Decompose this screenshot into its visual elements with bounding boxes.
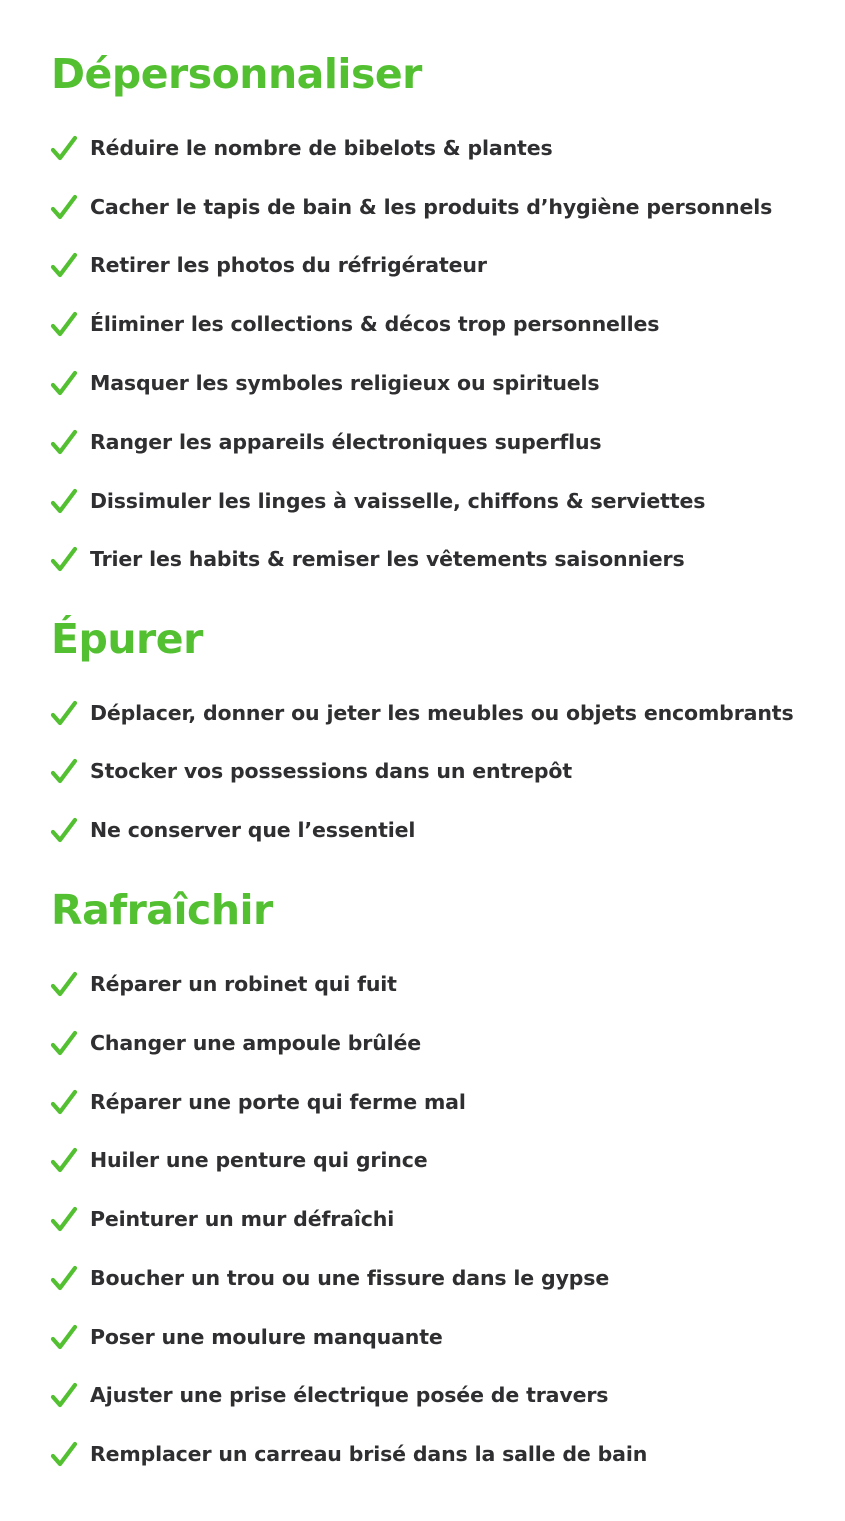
list-item-label: Trier les habits & remiser les vêtements saisonniers <box>90 547 685 571</box>
list-item <box>50 1085 466 1119</box>
list-item <box>50 1026 421 1060</box>
list-item <box>50 1261 609 1295</box>
list-item-label: Poser une moulure manquante <box>90 1325 443 1349</box>
list-item-label: Réparer une porte qui ferme mal <box>90 1090 466 1114</box>
list-item-label: Peinturer un mur défraîchi <box>90 1207 395 1231</box>
list-item <box>50 248 487 282</box>
list-item <box>50 1437 647 1471</box>
checkmark-icon <box>50 969 78 999</box>
checkmark-icon <box>50 1380 78 1410</box>
checkmark-icon <box>50 486 78 516</box>
list-item <box>50 1378 608 1412</box>
list-item <box>50 1320 443 1354</box>
checkmark-icon <box>50 192 78 222</box>
list-item-label: Boucher un trou ou une fissure dans le gypse <box>90 1266 610 1290</box>
checkmark-icon <box>50 309 78 339</box>
list-item-label: Ne conserver que l’essentiel <box>90 818 416 842</box>
checkmark-icon <box>50 1439 78 1469</box>
list-item-label: Changer une ampoule brûlée <box>90 1031 422 1055</box>
section-title-depersonnaliser: Dépersonnaliser <box>51 50 422 98</box>
checkmark-icon <box>50 815 78 845</box>
list-item <box>50 542 685 576</box>
list-item <box>50 813 415 847</box>
list-item <box>50 696 794 730</box>
list-item <box>50 484 705 518</box>
section-title-rafraichir: Rafraîchir <box>51 886 273 934</box>
list-item <box>50 1202 394 1236</box>
list-item-label: Stocker vos possessions dans un entrepôt <box>90 759 572 783</box>
list-item-label: Réduire le nombre de bibelots & plantes <box>90 136 553 160</box>
list-item <box>50 967 397 1001</box>
list-item-label: Remplacer un carreau brisé dans la salle de bain <box>90 1442 648 1466</box>
list-item-label: Réparer un robinet qui fuit <box>90 972 397 996</box>
list-item-label: Dissimuler les linges à vaisselle, chiffons & serviettes <box>90 489 706 513</box>
list-item <box>50 307 659 341</box>
checkmark-icon <box>50 1087 78 1117</box>
checkmark-icon <box>50 1322 78 1352</box>
list-item-label: Cacher le tapis de bain & les produits d’hygiène personnels <box>90 195 773 219</box>
list-item-label: Éliminer les collections & décos trop personnelles <box>90 312 660 336</box>
list-item-label: Huiler une penture qui grince <box>90 1148 428 1172</box>
list-item <box>50 366 599 400</box>
list-item <box>50 131 553 165</box>
list-item-label: Déplacer, donner ou jeter les meubles ou objets encombrants <box>90 701 794 725</box>
checkmark-icon <box>50 133 78 163</box>
section-title-epurer: Épurer <box>51 615 203 663</box>
list-item <box>50 754 572 788</box>
checkmark-icon <box>50 1028 78 1058</box>
list-item <box>50 425 601 459</box>
checkmark-icon <box>50 1145 78 1175</box>
checkmark-icon <box>50 427 78 457</box>
list-item-label: Retirer les photos du réfrigérateur <box>90 253 487 277</box>
checkmark-icon <box>50 544 78 574</box>
checkmark-icon <box>50 1204 78 1234</box>
list-item-label: Masquer les symboles religieux ou spirituels <box>90 371 600 395</box>
checkmark-icon <box>50 368 78 398</box>
list-item <box>50 190 772 224</box>
list-item <box>50 1143 427 1177</box>
checkmark-icon <box>50 698 78 728</box>
checkmark-icon <box>50 250 78 280</box>
list-item-label: Ranger les appareils électroniques superflus <box>90 430 602 454</box>
checkmark-icon <box>50 756 78 786</box>
list-item-label: Ajuster une prise électrique posée de travers <box>90 1383 609 1407</box>
checkmark-icon <box>50 1263 78 1293</box>
